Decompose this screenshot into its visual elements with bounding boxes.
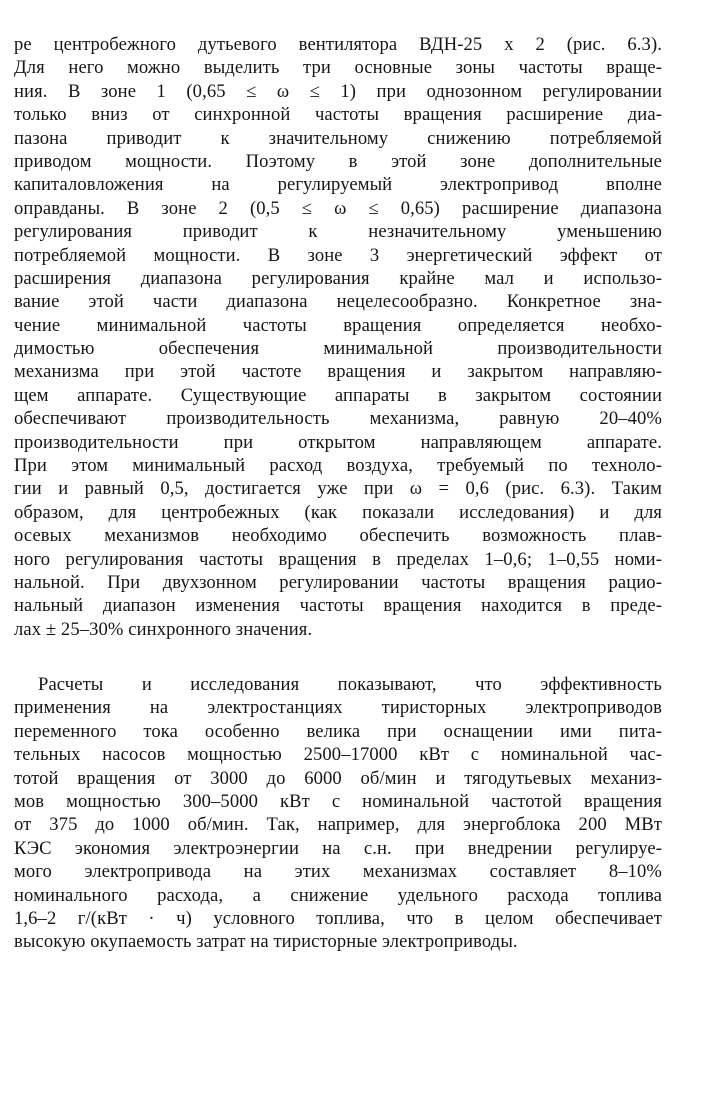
text-line: вание этой части диапазона нецелесообразно. Конкретное зна- [14,291,662,313]
text-line: 1,6–2 г/(кВт · ч) условного топлива, что в целом обеспечивает [14,907,662,929]
text-line: димостью обеспечения минимальной производительности [14,338,662,360]
text-line: нальный диапазон изменения частоты вращения находится в преде- [14,595,662,617]
text-line: обеспечивают производительность механизма, равную 20–40% [14,408,662,430]
text-line: гии и равный 0,5, достигается уже при ω = 0,6 (рис. 6.3). Таким [14,478,662,500]
text-line: При этом минимальный расход воздуха, требуемый по техноло- [14,455,662,477]
text-line: тотой вращения от 3000 до 6000 об/мин и тягодутьевых механиз- [14,767,662,789]
text-line: от 375 до 1000 об/мин. Так, например, для энергоблока 200 МВт [14,814,662,836]
paragraph-2 [14,673,662,954]
text-line: мов мощностью 300–5000 кВт с номинальной частотой вращения [14,790,662,812]
text-line: расширения диапазона регулирования крайне мал и использо- [14,267,662,289]
text-line: применения на электростанциях тиристорных электроприводов [14,697,662,719]
text-line: приводом мощности. Поэтому в этой зоне дополнительные [14,150,662,172]
text-line: Для него можно выделить три основные зоны частоты враще- [14,57,662,79]
text-line: потребляемой мощности. В зоне 3 энергетический эффект от [14,244,662,266]
text-line: лах ± 25–30% синхронного значения. [14,618,313,640]
text-line: КЭС экономия электроэнергии на с.н. при внедрении регулируе- [14,837,662,859]
text-line: переменного тока особенно велика при оснащении ими пита- [14,720,662,742]
text-line: образом, для центробежных (как показали исследования) и для [14,501,662,523]
text-line: Расчеты и исследования показывают, что эффективность [38,674,662,695]
text-line: нальной. При двухзонном регулировании частоты вращения рацио- [14,571,662,593]
paragraph-1 [14,33,662,641]
text-line: пазона приводит к значительному снижению потребляемой [14,127,662,149]
text-line: механизма при этой частоте вращения и закрытом направляю- [14,361,662,383]
text-line: ре центробежного дутьевого вентилятора ВДН-25 х 2 (рис. 6.3). [14,34,662,55]
text-line: номинального расхода, а снижение удельного расхода топлива [14,884,662,906]
text-line: ния. В зоне 1 (0,65 ≤ ω ≤ 1) при однозонном регулировании [14,80,662,102]
text-line: тельных насосов мощностью 2500–17000 кВт с номинальной час- [14,744,662,766]
text-line: высокую окупаемость затрат на тиристорные электроприводы. [14,931,518,953]
text-line: щем аппарате. Существующие аппараты в закрытом состоянии [14,384,662,406]
text-line: регулирования приводит к незначительному уменьшению [14,221,662,243]
text-line: только вниз от синхронной частоты вращения расширение диа- [14,104,662,126]
text-line: капиталовложения на регулируемый электропривод вполне [14,174,662,196]
text-line: ного регулирования частоты вращения в пределах 1–0,6; 1–0,55 номи- [14,548,662,570]
text-line: оправданы. В зоне 2 (0,5 ≤ ω ≤ 0,65) расширение диапазона [14,197,662,219]
text-line: чение минимальной частоты вращения определяется необхо- [14,314,662,336]
text-line: мого электропривода на этих механизмах составляет 8–10% [14,861,662,883]
text-line: осевых механизмов необходимо обеспечить возможность плав- [14,525,662,547]
text-line: производительности при открытом направляющем аппарате. [14,431,662,453]
